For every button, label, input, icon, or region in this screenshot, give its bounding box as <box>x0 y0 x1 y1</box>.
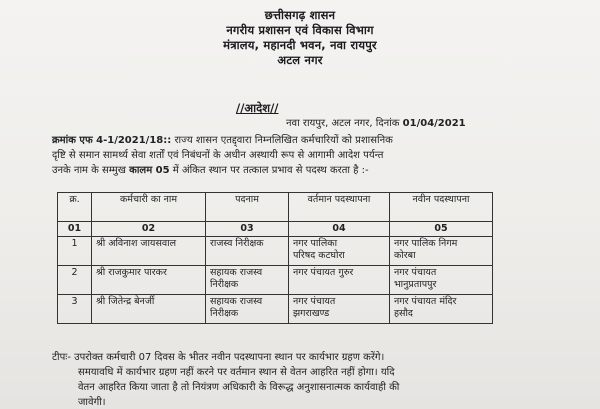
designation-line2: निरीक्षक <box>210 279 239 290</box>
row-name: श्री राजकुमार पारकर <box>92 266 206 295</box>
row-designation <box>206 295 289 324</box>
row-new-posting <box>390 237 493 266</box>
column-id: 05 <box>390 222 493 237</box>
note-line3: वेतन आहरित किया जाता है तो नियंत्रण अधिकारी के विरूद्ध अनुशासनात्मक कार्यवाही की <box>78 382 400 393</box>
row-designation <box>206 266 289 295</box>
header-department: नगरीय प्रशासन एवं विकास विभाग <box>226 23 374 37</box>
designation-line1: सहायक राजस्व <box>210 296 263 307</box>
note-line4: जावेगी। <box>78 397 106 408</box>
row-sno: 1 <box>58 237 92 266</box>
header-address: मंत्रालय, महानदी भवन, नवा रायपुर <box>223 38 377 52</box>
current-posting-line1: नगर पंचायत <box>293 296 336 307</box>
note-line2: समयावधि में कार्यभार ग्रहण नहीं करने पर वर्तमान स्थान से वेतन आहरित नहीं होगा। यदि <box>78 367 395 378</box>
table-header-row <box>58 193 493 222</box>
new-posting-line2: कोरबा <box>394 250 416 261</box>
order-dateline <box>286 115 466 129</box>
paragraph-text-3b: कालम 05 <box>129 165 170 176</box>
designation-line1: सहायक राजस्व <box>210 267 263 278</box>
row-designation: राजस्व निरीक्षक <box>206 237 289 266</box>
row-new-posting <box>390 295 493 324</box>
header-designation: पदनाम <box>206 193 289 222</box>
new-posting-line2: हसौद <box>394 308 413 319</box>
posting-table <box>57 192 493 324</box>
table-row <box>58 266 493 295</box>
designation-line2: निरीक्षक <box>210 308 239 319</box>
new-posting-line2: भानुप्रतापपुर <box>394 279 437 290</box>
column-id: 04 <box>289 222 390 237</box>
current-posting-line2: परिषद कटघोरा <box>293 250 345 261</box>
note-line1: टीपः- उपरोक्त कर्मचारी 07 दिवस के भीतर नवीन पदस्थापना स्थान पर कार्यभार ग्रहण करेंगे। <box>52 352 385 363</box>
column-id: 01 <box>58 222 92 237</box>
order-date: 01/04/2021 <box>402 118 466 129</box>
header-current-posting: वर्तमान पदस्थापना <box>289 193 390 222</box>
row-name: श्री जितेन्द्र बेनर्जी <box>92 295 206 324</box>
order-paragraph-line3 <box>52 163 592 178</box>
paragraph-text-3a: उनके नाम के सम्मुख <box>52 165 126 176</box>
order-paragraph-line2: दृष्टि से समान सामर्थ्य सेवा शर्तों एवं निबंधनों के अधीन अस्थायी रूप से आगामी आदेश पर्यन्त <box>52 150 384 161</box>
current-posting-line1: नगर पंचायत गुरुर <box>293 267 354 278</box>
column-id: 03 <box>206 222 289 237</box>
dateline-prefix: नवा रायपुर, अटल नगर, दिनांक <box>286 118 400 129</box>
header-city: अटल नगर <box>277 53 323 67</box>
new-posting-line1: नगर पंचायत मंदिर <box>394 296 457 307</box>
row-current-posting <box>289 295 390 324</box>
row-sno: 3 <box>58 295 92 324</box>
table-row <box>58 295 493 324</box>
row-current-posting <box>289 237 390 266</box>
order-title: //आदेश// <box>236 101 279 115</box>
new-posting-line1: नगर पंचायत <box>394 267 437 278</box>
paragraph-text-1: राज्य शासन एतद्द्वारा निम्नलिखित कर्मचारियों को प्रशासनिक <box>174 135 393 146</box>
header-name: कर्मचारी का नाम <box>92 193 206 222</box>
row-name: श्री अविनाश जायसवाल <box>92 237 206 266</box>
order-paragraph-line1 <box>52 133 592 148</box>
paragraph-text-3c: में अंकित स्थान पर तत्काल प्रभाव से पदस्थ करता है :- <box>172 165 369 176</box>
header-new-posting: नवीन पदस्थापना <box>390 193 493 222</box>
row-current-posting <box>289 266 390 295</box>
column-id-row <box>58 222 493 237</box>
header-government: छत्तीसगढ़ शासन <box>264 8 336 22</box>
row-sno: 2 <box>58 266 92 295</box>
order-reference: क्रमांक एफ 4-1/2021/18:: <box>52 135 172 146</box>
column-id: 02 <box>92 222 206 237</box>
header-sno: क्र. <box>58 193 92 222</box>
row-new-posting <box>390 266 493 295</box>
new-posting-line1: नगर पालिक निगम <box>394 238 458 249</box>
current-posting-line2: झगराखण्ड <box>293 308 330 319</box>
current-posting-line1: नगर पालिका <box>293 238 338 249</box>
table-row <box>58 237 493 266</box>
